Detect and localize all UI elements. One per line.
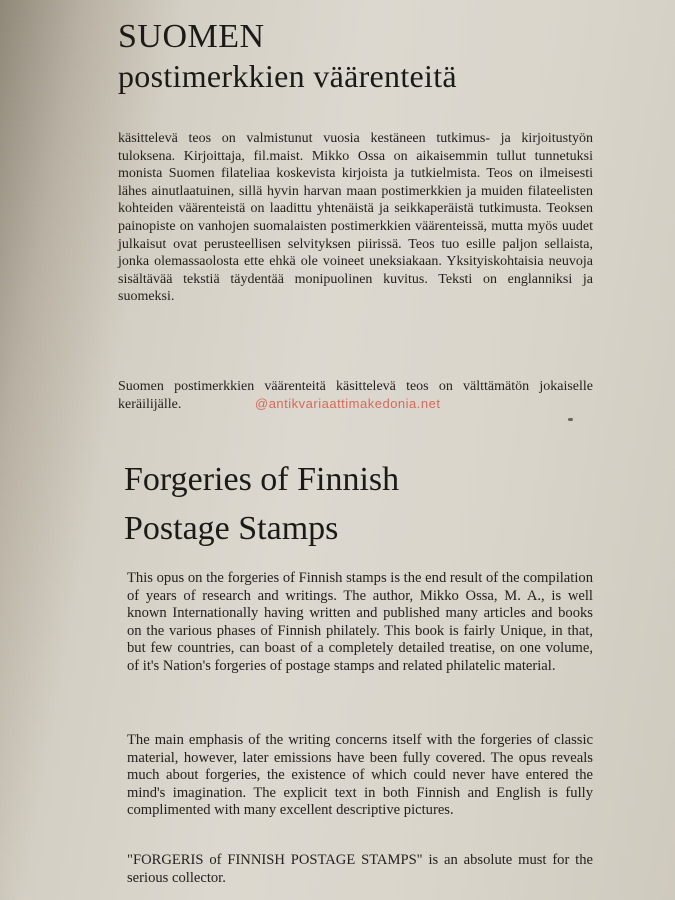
- english-paragraph-1: This opus on the forgeries of Finnish stamps is the end result of the compilation of years of research and writings. The author, Mikko Ossa, M. A., is well known Internationally having written and published many articles and books on the various phases of Finnish philately. This book is fairly Unique, in that, but few countries, can boast of a completely detailed treatise, on one volume, of it's Nation's forgeries of postage stamps and related philatelic material.: [127, 570, 593, 674]
- finnish-title-line2: postimerkkien väärenteitä: [118, 58, 457, 94]
- paper-speck: [568, 418, 573, 421]
- english-paragraph-3: "FORGERIS of FINNISH POSTAGE STAMPS" is an absolute must for the serious collector.: [127, 852, 593, 886]
- watermark: @antikvariaattimakedonia.net: [255, 396, 441, 411]
- finnish-title-line1: SUOMEN: [118, 18, 265, 55]
- english-title-line2: Postage Stamps: [124, 510, 339, 547]
- english-paragraph-2: The main emphasis of the writing concerns itself with the forgeries of classic material, however, later emissions have been fully covered. The opus reveals much about forgeries, the existence of which could never have entered the mind's imagination. The explicit text in both Finnish and English is fully complimented with many excellent descriptive pictures.: [127, 732, 593, 819]
- finnish-paragraph-1: käsittelevä teos on valmistunut vuosia kestäneen tutkimus- ja kirjoitustyön tuloksena. Kirjoittaja, fil.maist. Mikko Ossa on aikaisemmin tullut tunnetuksi monista Suomen filateliaa koskevista kirjoista ja tutkielmista. Teos on ilmeisesti lähes ainutlaatuinen, sillä hyvin harvan maan postimerkkien ja muiden filateelisten kohteiden väärenteistä on laadittu yhtenäistä ja seikkaperäistä tutkimusta. Teoksen painopiste on vanhojen suomalaisten postimerkkien väärenteissä, mutta myös uudet julkaisut ovat perusteellisen selvityksen piirissä. Teos tuo esille paljon sellaista, jonka olemassaolosta ette ehkä ole voineet uneksiakaan. Yksityiskohtaisia neuvoja sisältävää tekstiä täydentää monipuolinen kuvitus. Teksti on englanniksi ja suomeksi.: [118, 131, 593, 305]
- english-title-line1: Forgeries of Finnish: [124, 461, 400, 498]
- finnish-paragraph-2: Suomen postimerkkien väärenteitä käsittelevä teos on välttämätön jokaiselle keräilijälle.: [118, 379, 593, 412]
